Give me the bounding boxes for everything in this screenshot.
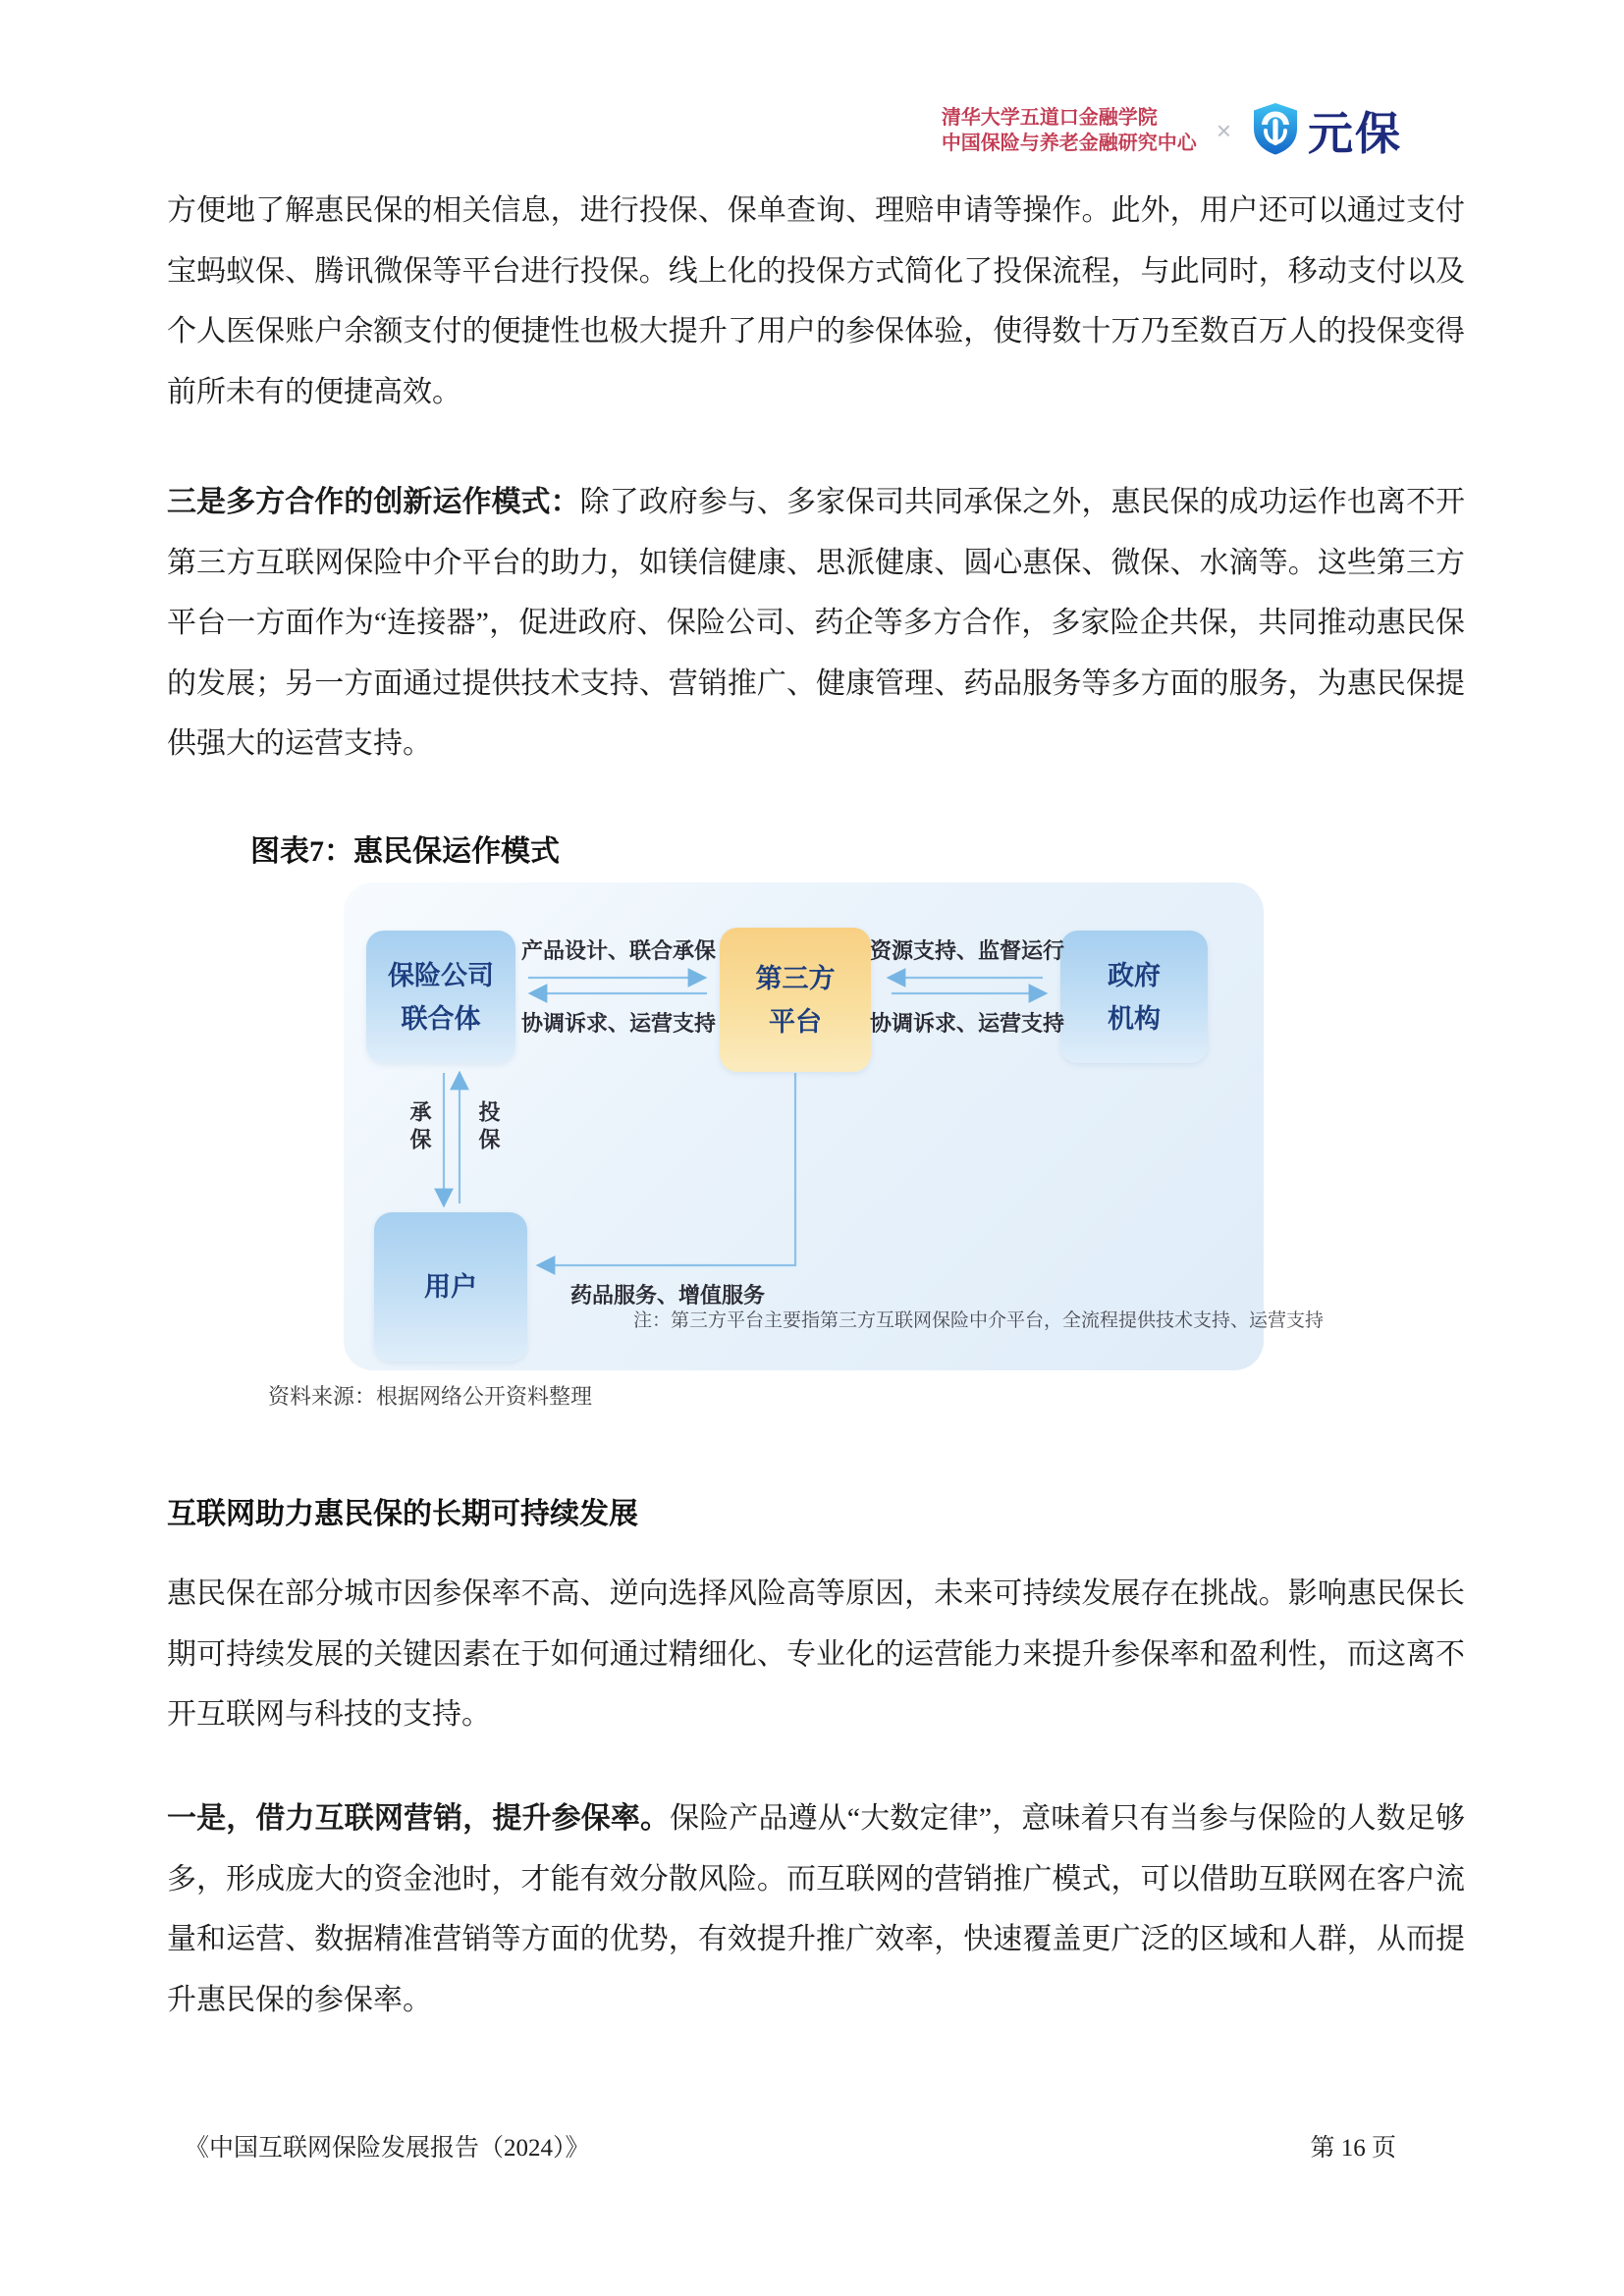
paragraph-sustainability-challenge: [167, 1564, 1465, 1745]
node-label: 用户: [424, 1272, 477, 1302]
yuanbao-wordmark: 元保: [1308, 108, 1402, 159]
node-government: [1060, 931, 1208, 1063]
section-heading: 互联网助力惠民保的长期可持续发展: [167, 1498, 638, 1530]
paragraph-lead-bold: 三是多方合作的创新运作模式：: [167, 486, 580, 518]
edge-label-insure: 投保: [476, 1100, 501, 1155]
paragraph-text: 惠民保在部分城市因参保率不高、逆向选择风险高等原因，未来可持续发展存在挑战。影响惠民保长期可持续发展的关键因素在于如何通过精细化、专业化的运营能力来提升参保率和盈利性，而这离不开互联网与科技的支持。: [167, 1577, 1465, 1731]
figure-title: 图表7：惠民保运作模式: [250, 835, 560, 868]
edge-label-coordinate-left: 协调诉求、运营支持: [520, 1011, 716, 1036]
node-label: 第三方: [755, 963, 836, 993]
page-header: [942, 98, 1402, 163]
edge-label-coordinate-right: 协调诉求、运营支持: [869, 1011, 1064, 1036]
paragraph-cooperation-model: [167, 472, 1465, 774]
yuanbao-logo: [1251, 98, 1402, 163]
paragraph-text: 除了政府参与、多家保司共同承保之外，惠民保的成功运作也离不开第三方互联网保险中介平台的助力，如镁信健康、思派健康、圆心惠保、微保、水滴等。这些第三方平台一方面作为“连接器”，促进政府、保险公司、药企等多方合作，多家险企共保，共同推动惠民保的发展；另一方面通过提供技术支持、营销推广、健康管理、药品服务等多方面的服务，为惠民保提供强大的运营支持。: [167, 486, 1466, 760]
paragraph-lead-bold: 一是，借力互联网营销，提升参保率。: [167, 1802, 671, 1835]
node-label: 政府: [1108, 960, 1161, 990]
footer-page-number: 第 16 页: [1310, 2135, 1396, 2162]
organization-line1: 清华大学五道口金融学院: [941, 107, 1158, 129]
figure-note: 注：第三方平台主要指第三方互联网保险中介平台，全流程提供技术支持、运营支持: [633, 1310, 1325, 1331]
node-label: 联合体: [401, 1003, 481, 1034]
edge-label-resource-support: 资源支持、监督运行: [869, 938, 1064, 963]
edge-label-product-design: 产品设计、联合承保: [520, 938, 716, 963]
organization-name: [942, 105, 1197, 156]
footer-report-title: 《中国互联网保险发展报告（2024）》: [185, 2135, 590, 2162]
node-label: 保险公司: [388, 960, 494, 990]
node-user: [374, 1212, 527, 1362]
huiminbao-operation-diagram: [344, 882, 1264, 1370]
edge-label-underwrite: 承保: [407, 1100, 432, 1155]
paragraph-internet-marketing: [167, 1789, 1465, 2030]
paragraph-text: 方便地了解惠民保的相关信息，进行投保、保单查询、理赔申请等操作。此外，用户还可以通过支付宝蚂蚁保、腾讯微保等平台进行投保。线上化的投保方式简化了投保流程，与此同时，移动支付以及个人医保账户余额支付的便捷性也极大提升了用户的参保体验，使得数十万乃至数百万人的投保变得前所未有的便捷高效。: [167, 194, 1465, 408]
node-label: 平台: [769, 1006, 822, 1037]
arrow-drug-service: [540, 1073, 795, 1265]
paragraph-text: 保险产品遵从“大数定律”，意味着只有当参与保险的人数足够多，形成庞大的资金池时，才能有效分散风险。而互联网的营销推广模式，可以借助互联网在客户流量和运营、数据精准营销等方面的优势，有效提升推广效率，快速覆盖更广泛的区域和人群，从而提升惠民保的参保率。: [167, 1802, 1465, 2016]
shield-icon: [1251, 102, 1300, 160]
collab-separator: ×: [1216, 115, 1231, 145]
organization-line2: 中国保险与养老金融研究中心: [941, 133, 1197, 154]
edge-label-drug-service: 药品服务、增值服务: [569, 1283, 765, 1308]
node-label: 机构: [1108, 1003, 1161, 1034]
paragraph-online-convenience: [167, 181, 1465, 422]
node-insurer-consortium: [366, 931, 515, 1063]
figure-source: 资料来源：根据网络公开资料整理: [268, 1384, 593, 1409]
node-third-party-platform: [720, 928, 871, 1072]
